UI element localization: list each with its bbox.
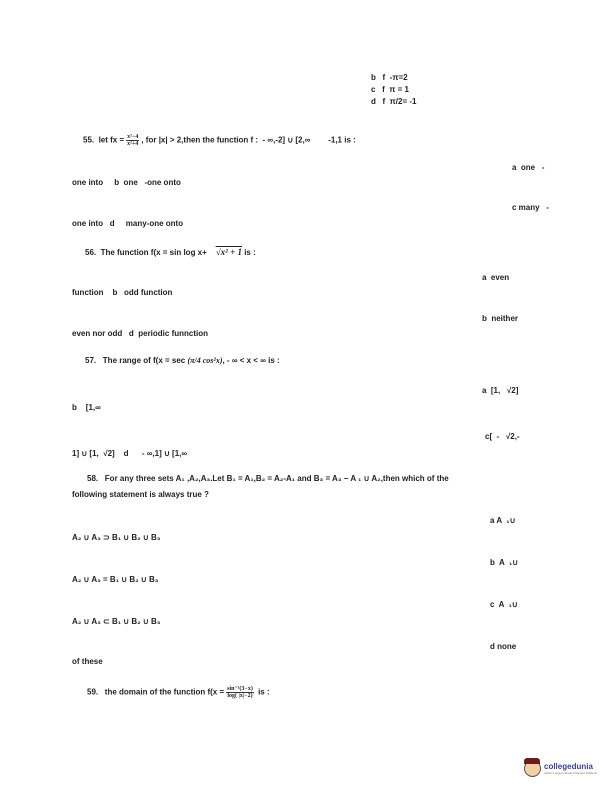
option-d: d f π/2= -1 [371,97,417,106]
q58-line: of these [72,657,103,666]
q57-line: c[ - √2,- [485,432,520,441]
q57-line: 1] ∪ [1, √2] d - ∞,1] ∪ [1,∞ [72,449,188,458]
logo-tagline: India's Largest Student Review Platform [544,770,598,775]
option-c: c f π = 1 [371,85,409,94]
q58-line: a A ₁∪ [490,516,516,525]
q56-line: function b odd function [72,288,173,297]
q55-line: c many - [512,203,549,212]
q57-line: a [1, √2] [482,386,519,395]
question-58-cont: following statement is always true ? [72,490,209,499]
mascot-icon [524,760,541,777]
q58-line: A₂ ∪ A₃ = B₁ ∪ B₂ ∪ B₃ [72,575,159,584]
fraction: $\frac{\text{sin⁻¹(3−x)}}{\log( |x|-2)}$ [227,686,253,699]
q56-line: b neither [482,314,519,323]
q56-line: a even [482,273,510,282]
question-56: 56. The function f(x = sin log x+ √x² + 1 is : [85,247,256,257]
question-57: 57. The range of f(x = sec (π/4 cos²x), - ∞ < x < ∞ is : [85,356,280,365]
q55-line: one into b one -one onto [72,178,181,187]
q55-line: one into d many-one onto [72,219,184,228]
fraction: $\frac{\text{x²−4}}{\text{x²+4}}$ [127,134,139,147]
q58-line: c A ₁∪ [490,600,518,609]
question-55: 55. let fx = $\frac{\text{x²−4}}{\text{x²+4}}$ , for |x| > 2,then the function f : - ∞,-2] ∪ [2,∞ -1,1 is : [83,134,356,147]
q55-line: a one - [512,163,545,172]
question-58: 58. For any three sets A₁ ,A₂,A₃.Let B₁ = A₁,B₂ = A₂-A₁ and B₃ = A₃ − A ₁ ∪ A₂,then which of the [87,474,449,483]
option-b: b f -π=2 [371,73,408,82]
logo-brand: collegedunia [544,761,593,771]
q58-line: d none [490,642,517,651]
q57-line: b [1,∞ [72,403,101,412]
q58-line: A₂ ∪ A₃ ⊃ B₁ ∪ B₂ ∪ B₃ [72,533,161,542]
q58-line: b A ₁∪ [490,558,519,567]
q56-line: even nor odd d periodic funnction [72,329,208,338]
collegedunia-logo [524,760,597,777]
question-59: 59. the domain of the function f(x = $\frac{\text{sin⁻¹(3−x)}}{\log( |x|-2)}$ is : [87,686,270,699]
q58-line: A₂ ∪ A₃ ⊂ B₁ ∪ B₂ ∪ B₃ [72,617,161,626]
